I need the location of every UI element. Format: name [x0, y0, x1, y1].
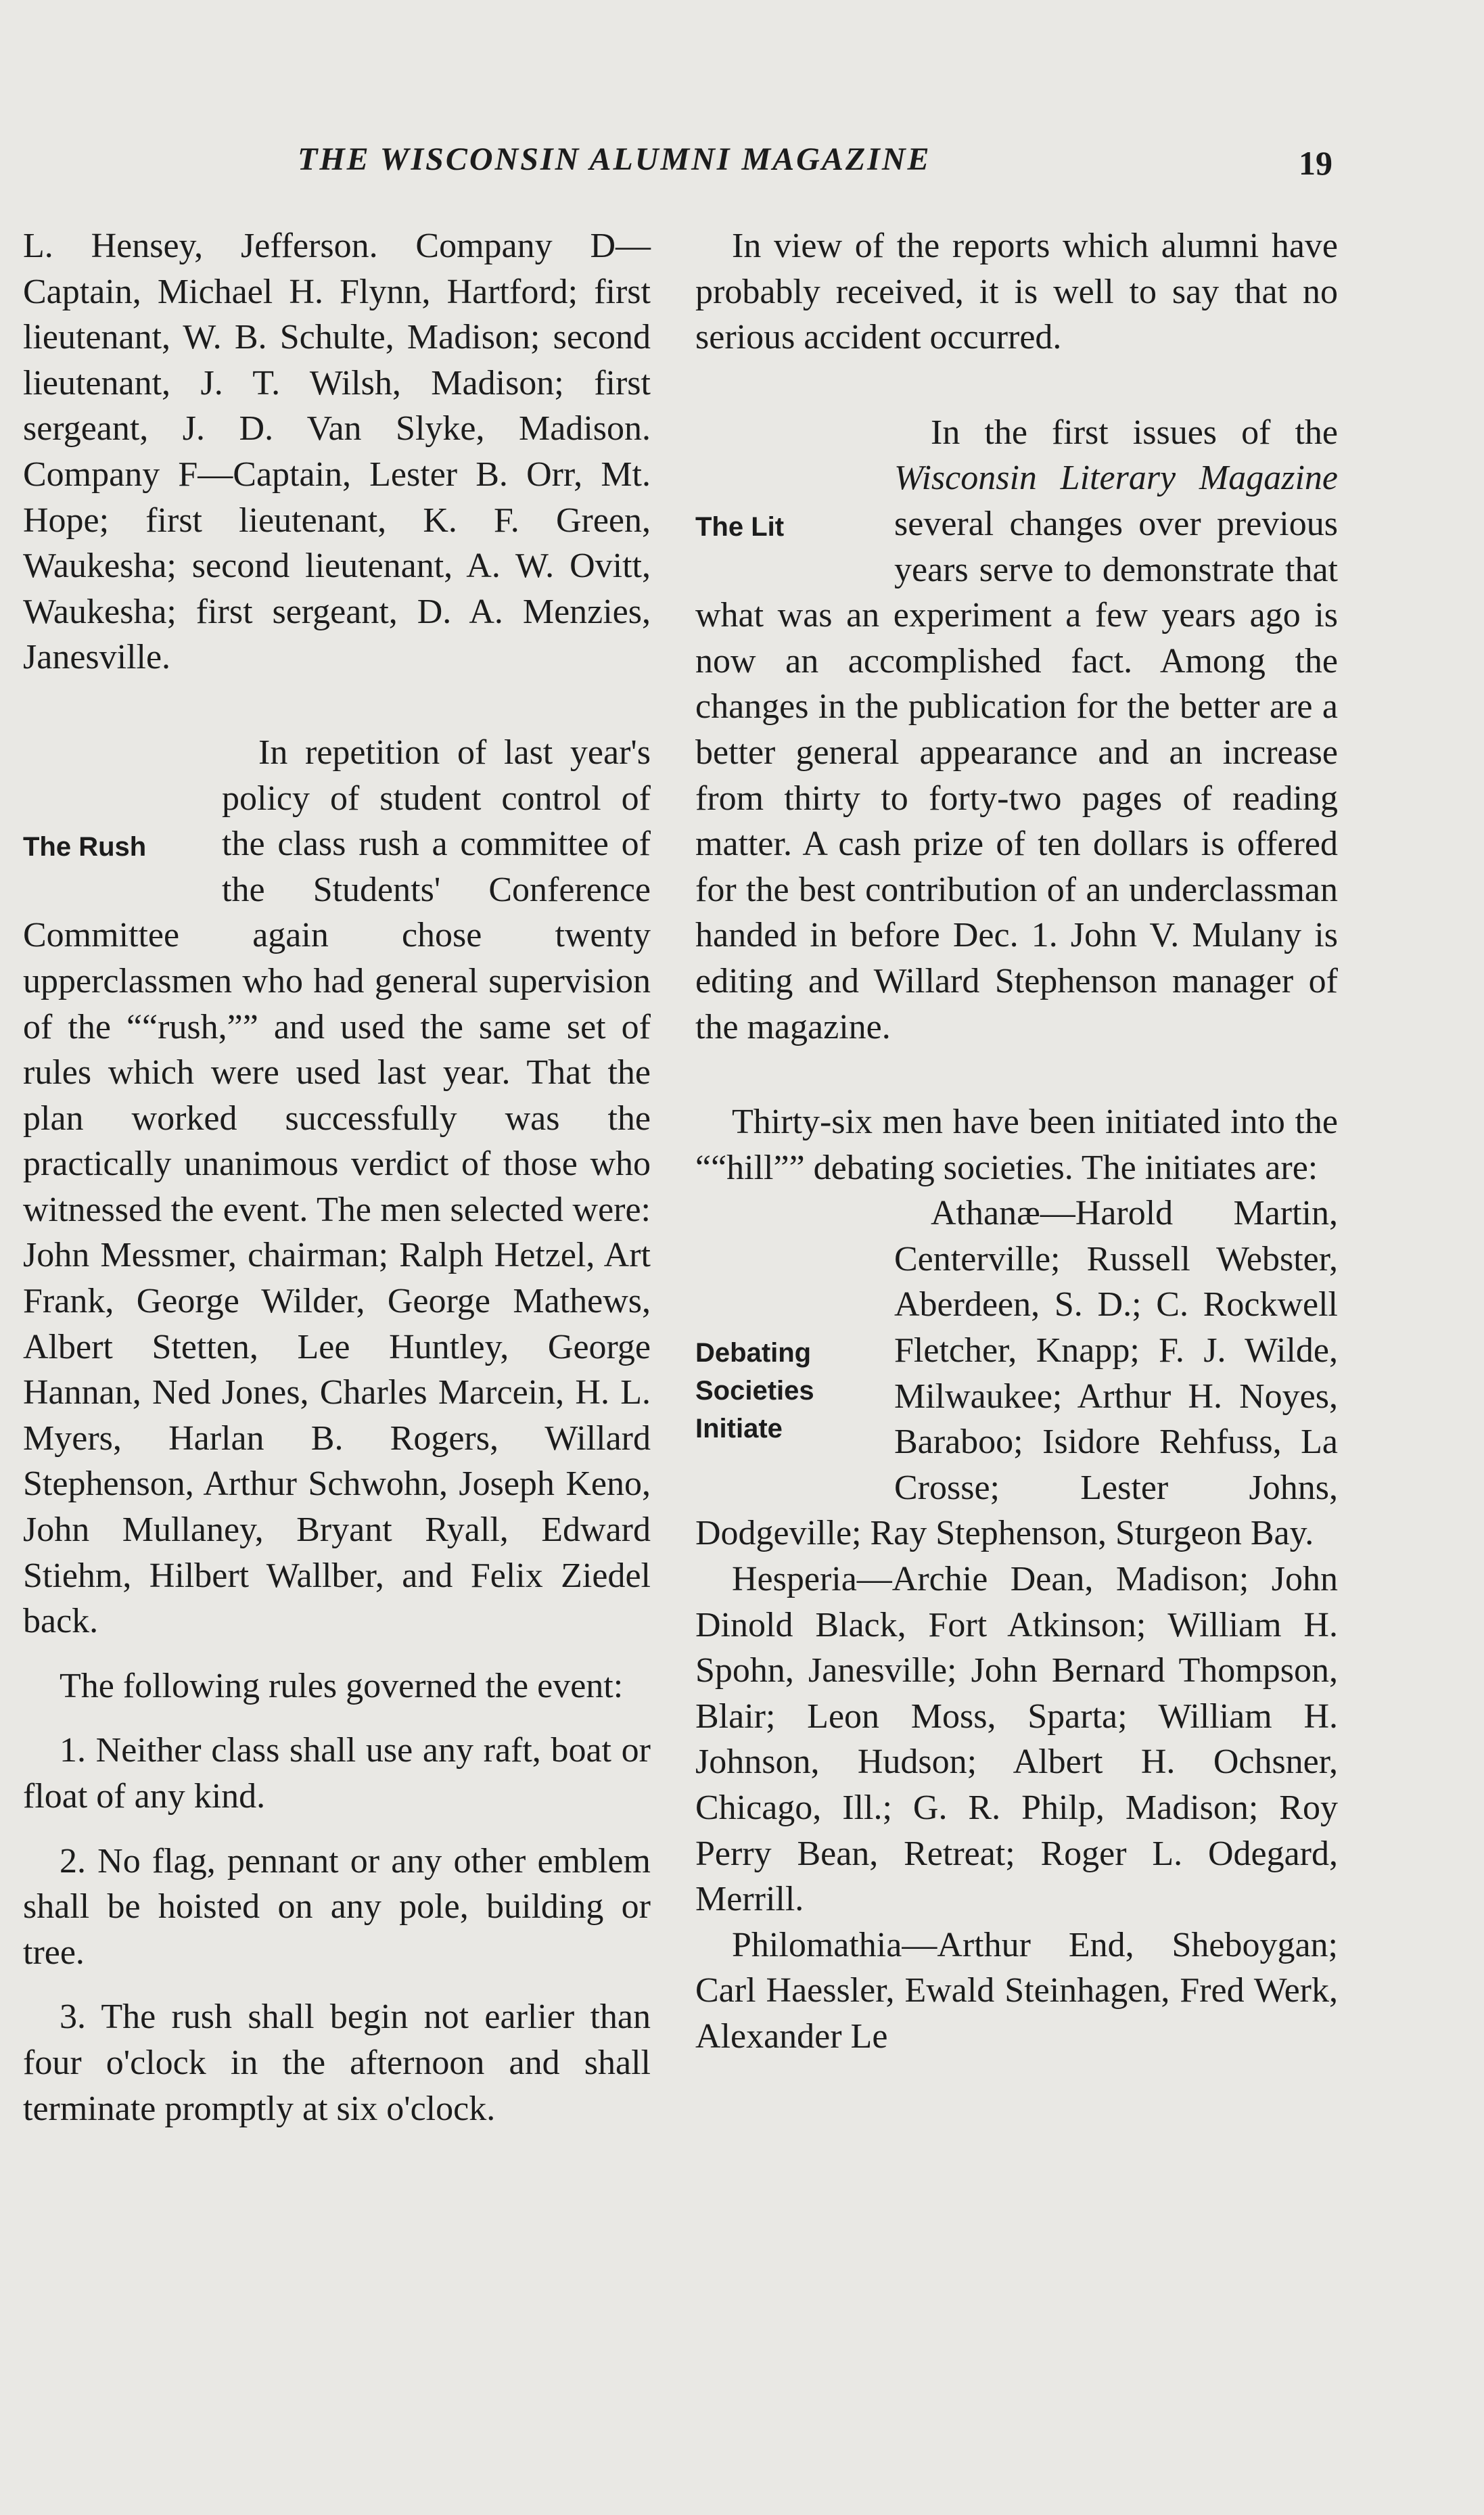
philomathia-list: Philomathia—Arthur End, Sheboygan; Carl Haessler, Ewald Steinhagen, Fred Werk, Alexander Le [695, 1925, 1338, 2056]
rule-1: 1. Neither class shall use any raft, boat or float of any kind. [23, 1731, 651, 1816]
running-title: THE WISCONSIN ALUMNI MAGAZINE [298, 141, 931, 177]
debating-intro: Thirty-six men have been initiated into the ““hill”” debating societies. The initiates are: [695, 1103, 1338, 1187]
rush-section [23, 730, 651, 1644]
debating-section [695, 1191, 1338, 1556]
lit-section [695, 410, 1338, 1050]
hesperia-list: Hesperia—Archie Dean, Madison; John Dinold Black, Fort Atkinson; William H. Spohn, Janesville; John Bernard Thompson, Blair; Leon Moss, Sparta; William H. Johnson, Hudson; Albert H. Ochsner, Chicago, Ill.; G. R. Philp, Madison; Roy Perry Bean, Retreat; Roger L. Odegard, Merrill. [695, 1560, 1338, 1919]
athanae-list: Athanæ—Harold Martin, Centerville; Russell Webster, Aberdeen, S. D.; C. Rockwell Fletcher, Knapp; F. J. Wilde, Milwaukee; Arthur H. Noyes, Baraboo; Isidore Rehfuss, La Crosse; Lester Johns, Dodgeville; Ray Stephenson, Sturgeon Bay. [695, 1194, 1338, 1553]
lit-magazine-name: Wisconsin Literary Magazine [894, 459, 1338, 498]
company-officers-paragraph: L. Hensey, Jefferson. Company D—Captain, Michael H. Flynn, Hartford; first lieutenant, W. B. Schulte, Madison; second lieutenant, J. T. Wilsh, Madison; first sergeant, J. D. Van Slyke, Madison. Company F—Captain, Lester B. Orr, Mt. Hope; first lieutenant, K. F. Green, Waukesha; second lieutenant, A. W. Ovitt, Waukesha; first sergeant, D. A. Menzies, Janesville. [23, 227, 651, 677]
no-accident-paragraph: In view of the reports which alumni have probably received, it is well to say that no serious accident occurred. [695, 227, 1338, 357]
rule-3: 3. The rush shall begin not earlier than four o'clock in the afternoon and shall terminate promptly at six o'clock. [23, 1998, 651, 2128]
page-number: 19 [1299, 144, 1332, 182]
rush-paragraph: In repetition of last year's policy of student control of the class rush a committee of the Students' Conference Committee again chose twenty upperclassmen who had general supervision of the ““rush,”” and used the same set of rules which were used last year. That the plan worked successfully was the practically unanimous verdict of those who witnessed the event. The men selected were: John Messmer, chairman; Ralph Hetzel, Art Frank, George Wilder, George Mathews, Albert Stetten, Lee Huntley, George Hannan, Ned Jones, Charles Marcein, H. L. Myers, Harlan B. Rogers, Willard Stephenson, Arthur Schwohn, Joseph Keno, John Mullaney, Bryant Ryall, Edward Stiehm, Hilbert Wallber, and Felix Ziedel back. [23, 733, 651, 1641]
right-column [695, 223, 1338, 2060]
lit-sidehead: The Lit [695, 511, 785, 542]
lit-body: several changes over previous years serve to demonstrate that what was an experiment a few years ago is now an accomplished fact. Among the changes in the publication for the better are a better general appearance and an increase from thirty to forty-two pages of reading matter. A cash prize of ten dollars is offered for the best contribution of an underclassman handed in before Dec. 1. John V. Mulany is editing and Willard Stephenson manager of the magazine. [695, 504, 1338, 1046]
rule-2: 2. No flag, pennant or any other emblem shall be hoisted on any pole, building or tree. [23, 1841, 651, 1972]
rules-intro: The following rules governed the event: [60, 1666, 624, 1705]
rush-sidehead: The Rush [23, 831, 147, 862]
debating-sidehead: Debating Societies Initiate [695, 1338, 814, 1444]
left-column [23, 223, 651, 2131]
lit-intro: In the first issues of the [931, 413, 1338, 452]
